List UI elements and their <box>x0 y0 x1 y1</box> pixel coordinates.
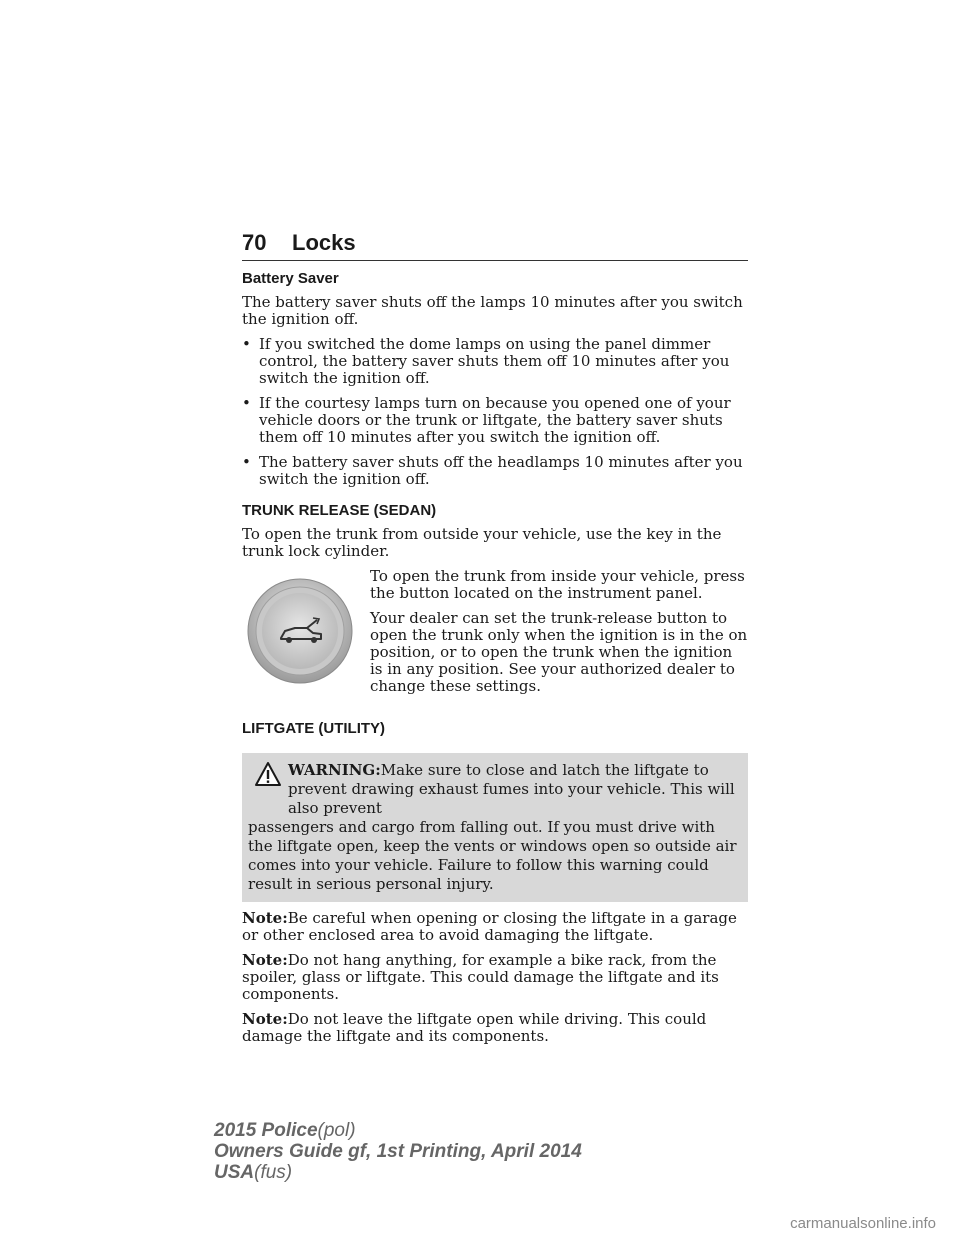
trunk-release-intro: To open the trunk from outside your vehicle, use the key in the trunk lock cylinder. <box>242 525 722 560</box>
note-label: Note: <box>242 909 288 927</box>
footer-line: USA(fus) <box>214 1162 293 1183</box>
trunk-inside-paragraph: To open the trunk from inside your vehicle, press the button located on the instrument panel. <box>370 567 745 602</box>
trunk-release-heading: TRUNK RELEASE (SEDAN) <box>242 502 437 519</box>
watermark: carmanualsonline.info <box>790 1215 936 1232</box>
bullet-icon: • <box>242 394 251 412</box>
warning-label: WARNING: <box>288 761 381 779</box>
bullet-icon: • <box>242 453 251 471</box>
list-item: • The battery saver shuts off the headlamps 10 minutes after you switch the ignition off. <box>242 453 743 488</box>
page-header <box>242 226 748 261</box>
note-paragraph: Note:Do not hang anything, for example a bike rack, from the spoiler, glass or liftgate. This could damage the liftgate and its components. <box>242 951 719 1003</box>
battery-saver-list <box>242 336 748 488</box>
note-label: Note: <box>242 951 288 969</box>
battery-saver-heading: Battery Saver <box>242 270 339 287</box>
liftgate-heading: LIFTGATE (UTILITY) <box>242 720 386 737</box>
warning-text-first: WARNING:Make sure to close and latch the liftgate to prevent drawing exhaust fumes into your vehicle. This will also prevent <box>288 761 735 817</box>
list-item: • If you switched the dome lamps on using the panel dimmer control, the battery saver shuts them off 10 minutes after you switch the ignition off. <box>242 335 730 387</box>
trunk-dealer-paragraph: Your dealer can set the trunk-release button to open the trunk only when the ignition is in the on position, or to open the trunk when the ignition is in any position. See your authorized dealer to change these settings. <box>370 609 748 695</box>
note-paragraph: Note:Do not leave the liftgate open while driving. This could damage the liftgate and its components. <box>242 1010 707 1045</box>
print-footer <box>214 1120 582 1183</box>
note-paragraph: Note:Be careful when opening or closing the liftgate in a garage or other enclosed area to avoid damaging the liftgate. <box>242 909 737 944</box>
footer-line: 2015 Police(pol) <box>214 1120 356 1141</box>
bullet-icon: • <box>242 335 251 353</box>
list-item: • If the courtesy lamps turn on because you opened one of your vehicle doors or the trunk or liftgate, the battery saver shuts them off 10 minutes after you switch the ignition off. <box>242 394 731 446</box>
footer-line: Owners Guide gf, 1st Printing, April 2014 <box>214 1141 582 1162</box>
warning-text-rest: passengers and cargo from falling out. If you must drive with the liftgate open, keep the vents or windows open so outside air comes into your vehicle. Failure to follow this warning could result in serious personal injury. <box>248 818 737 893</box>
note-label: Note: <box>242 1010 288 1028</box>
warning-triangle-icon <box>254 761 282 787</box>
battery-saver-intro: The battery saver shuts off the lamps 10 minutes after you switch the ignition off. <box>242 293 743 328</box>
trunk-release-icon <box>247 578 353 684</box>
chapter-title: Locks <box>292 230 356 255</box>
trunk-release-block <box>242 568 748 708</box>
page-number: 70 <box>242 230 267 255</box>
warning-box <box>242 753 748 902</box>
trunk-release-text <box>370 568 748 703</box>
page-content <box>242 270 748 1053</box>
